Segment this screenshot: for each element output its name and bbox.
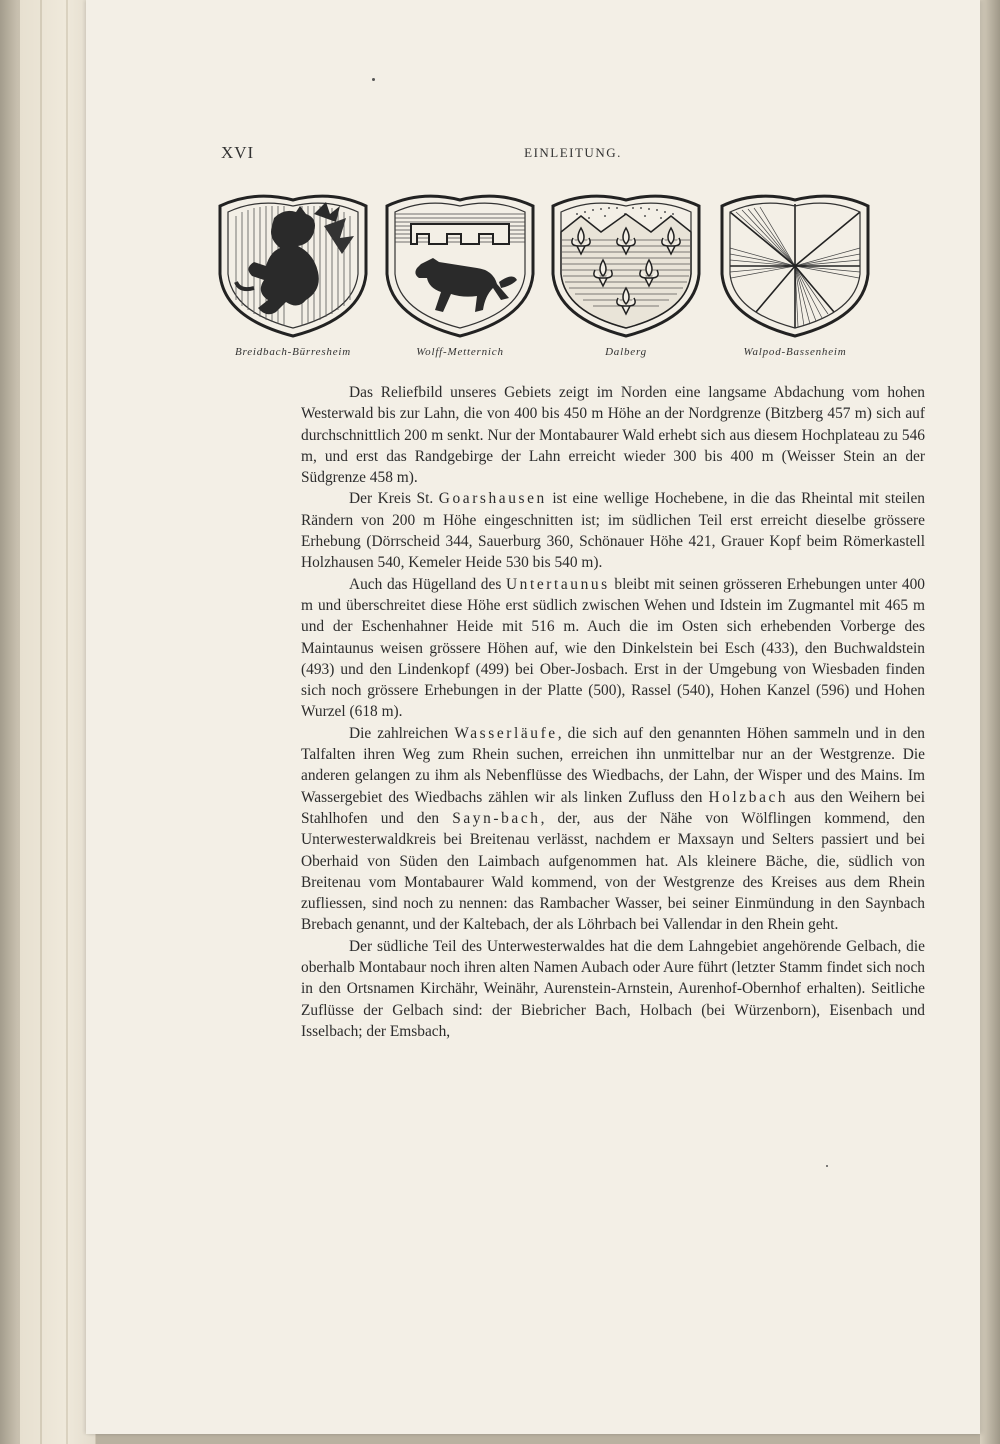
spaced-term: Goarshausen — [438, 490, 547, 508]
crest-dalberg — [547, 188, 705, 358]
text-run: Das Reliefbild unseres Gebiets zeigt im Norden eine langsame Abdachung vom hohen Westerwald bis zur Lahn, die von 400 bis 450 m Höhe an der Nordgrenze (Bitzberg 457 m) sich auf durchschnittlich 200 m senkt. Nur der Montabaurer Wald erhebt sich aus diesem Hochplateau zu 546 m, und erst das Randgebirge der Lahn erreicht wieder 300 bis 400 m (Weisser Stein an der Südgrenze 458 m). — [301, 384, 925, 487]
page-edge-line — [40, 0, 42, 1444]
text-run: , der, aus der Nähe von Wölflingen kommend, den Unterwesterwaldkreis bei Breitenau verlässt, nachdem er Maxsayn und Selters passiert und bei Oberhaid von Süden den Laimbach aufgenommen hat. Als kleinere Bäche, die, südlich von Breitenau vom Montabaurer Wald kommend, von der Westgrenze des Kreises aus dem Rhein zufliessen, sind noch zu nennen: das Rambacher Wasser, bei seiner Einmündung in den Saynbach Brebach genannt, und der Kaltebach, der als Löhrbach bei Vallendar in den Rhein geht. — [301, 809, 925, 934]
spaced-term: Untertaunus — [505, 575, 610, 593]
text-run: Der südliche Teil des Unterwesterwaldes hat die dem Lahngebiet angehörende Gelbach, die oberhalb Montabaur noch ihren alten Namen Aubach oder Aure führt (letzter Stamm findet sich noch in den Ortsnamen Kirchähr, Weinähr, Aurenstein-Arnstein, Aurenhof-Obernhof erhalten). Seitliche Zuflüsse der Gelbach sind: der Biebricher Bach, Holbach (bei Würzenborn), Eisenbach und Isselbach; der Emsbach, — [301, 937, 925, 1040]
spaced-term: Sayn-bach — [452, 809, 541, 827]
crest-caption: Dalberg — [605, 346, 647, 358]
paragraph-unterwesterwald — [301, 936, 925, 1042]
paragraph-untertaunus — [301, 574, 925, 723]
page-header — [221, 143, 925, 165]
text-run: Die zahlreichen — [349, 724, 455, 742]
crest-caption: Breidbach-Bürresheim — [235, 346, 351, 358]
ink-speck — [826, 1165, 828, 1167]
crest-wolff-metternich — [381, 188, 539, 358]
paragraph-wasserlaeufe — [301, 723, 925, 936]
crest-caption: Wolff-Metternich — [416, 346, 504, 358]
spaced-term: Wasserläufe — [454, 724, 558, 742]
ink-speck — [372, 78, 375, 81]
text-run: Auch das Hügelland des — [349, 575, 506, 593]
page-edge-line — [66, 0, 68, 1444]
text-run: ist eine wellige Hochebene, in die das Rheintal mit steilen Rändern von 200 m Höhe eingeschnitten ist; im südlichen Teil erst erreicht dieselbe grössere Erhebung (Dörrscheid 344, Sauerburg 360, Schönauer Höhe 421, Grauer Kopf beim Römerkastell Holzhausen 540, Kemeler Heide 530 bis 540 m). — [301, 490, 926, 572]
text-run: , die sich auf den genannten Höhen sammeln und in den Talfalten ihren Weg zum Rhein suchen, erreichen ihn unmittelbar nur an der Westgrenze. Die anderen gelangen zu ihm als Nebenflüsse des Wiedbachs, der Lahn, der Wisper und des Mains. Im Wassergebiet des Wiedbachs zählen wir als linken Zufluss den — [301, 724, 925, 806]
wolf-crest-icon — [381, 188, 539, 340]
paragraph-relief — [301, 382, 925, 488]
text-run: aus den Weihern bei Stahlhofen und den — [301, 788, 925, 827]
page-number: XVI — [221, 143, 255, 162]
paragraph-goarshausen — [301, 488, 925, 573]
dragon-crest-icon — [214, 188, 372, 340]
previous-page-edge — [20, 0, 96, 1444]
crest-walpod-bassenheim — [716, 188, 874, 358]
lilies-crest-icon — [547, 188, 705, 340]
text-run: bleibt mit seinen grösseren Erhebungen unter 400 m und überschreitet diese Höhe erst südlich zwischen Wehen und Idstein im Zugmantel mit 465 m und der Eschenhahner Heide mit 516 m. Auch die im Osten sich erhebenden Vorberge des Maintaunus weisen grössere Höhen auf, wie den Dinkelstein bei Esch (433), den Buchwaldstein (493) und den Lindenkopf (499) bei Ober-Josbach. Erst in der Umgebung von Wiesbaden finden sich noch grössere Erhebungen in der Platte (500), Rassel (540), Hohen Kanzel (596) und Hohen Wurzel (618 m). — [301, 575, 925, 721]
crest-caption: Walpod-Bassenheim — [743, 346, 847, 358]
gyronny-crest-icon — [716, 188, 874, 340]
coat-of-arms-row — [214, 188, 944, 368]
running-title: EINLEITUNG. — [524, 145, 622, 160]
spaced-term: Holzbach — [708, 788, 789, 806]
body-text — [301, 382, 925, 1042]
crest-breidbach — [214, 188, 372, 358]
text-run: Der Kreis St. — [349, 490, 439, 508]
book-board-right — [980, 0, 1000, 1444]
